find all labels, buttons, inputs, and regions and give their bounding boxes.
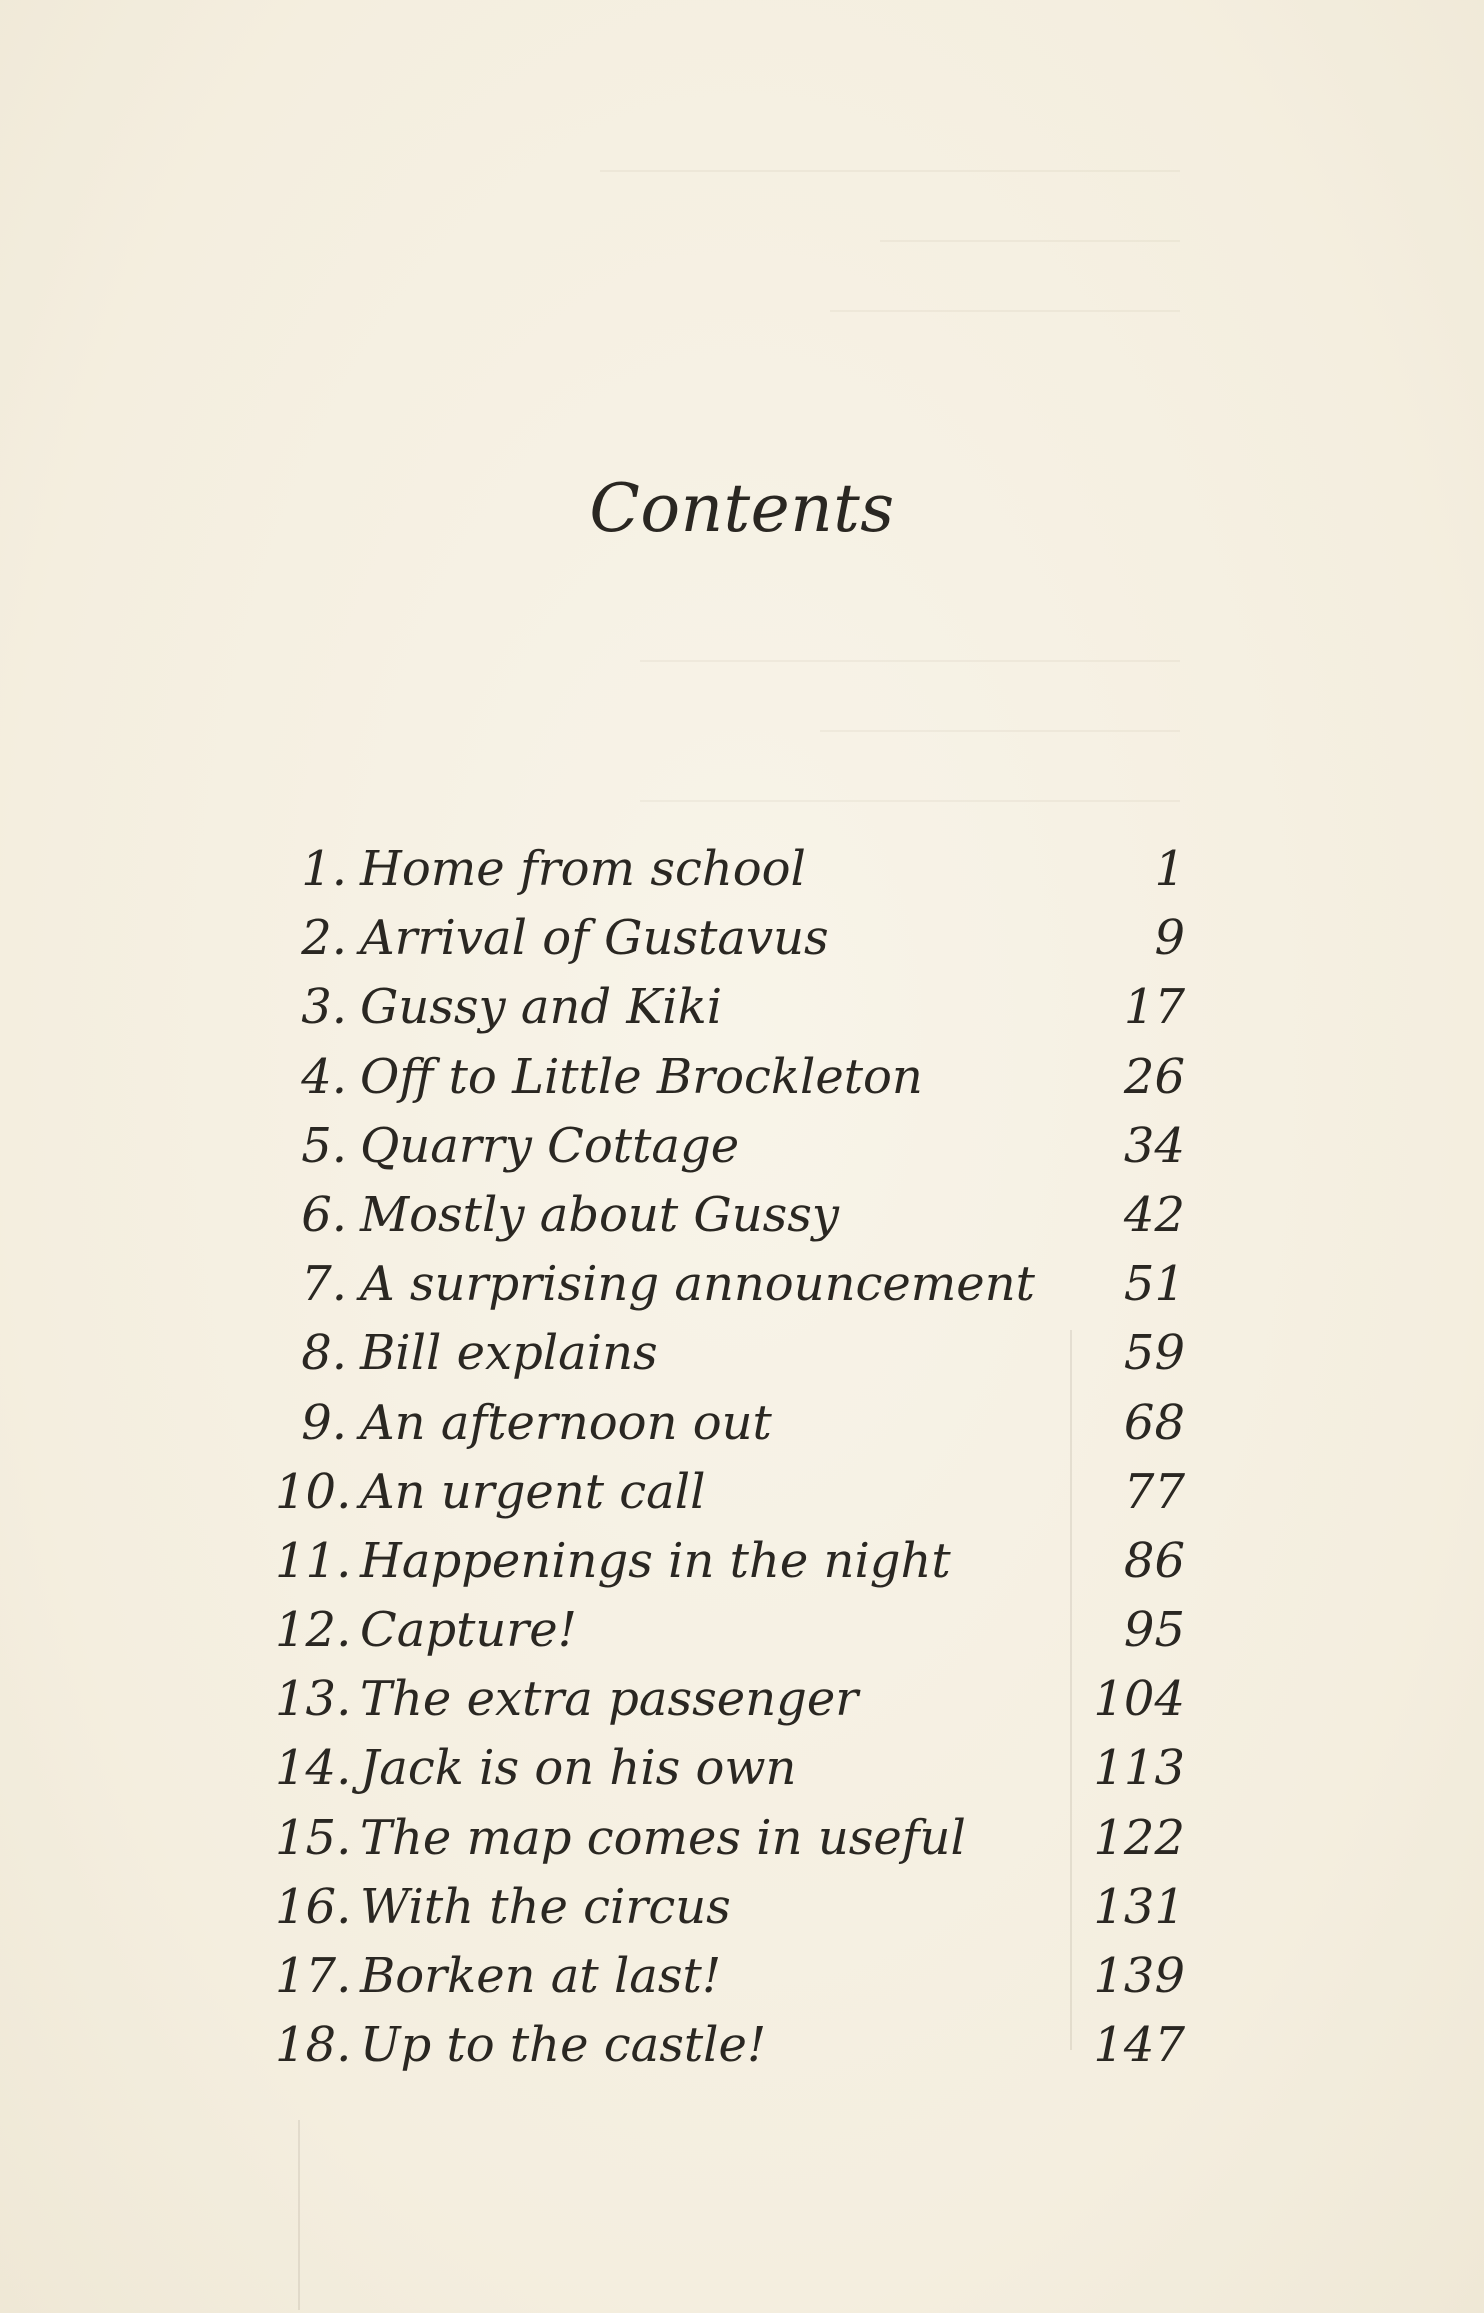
page-number: 122 [1093, 1809, 1185, 1866]
chapter-title: With the circus [360, 1878, 731, 1935]
toc-entry [275, 1043, 1195, 1112]
chapter-title: Happenings in the night [360, 1532, 951, 1589]
page-number: 17 [1123, 979, 1185, 1036]
page-number: 86 [1123, 1532, 1185, 1589]
page-number: 77 [1123, 1463, 1185, 1520]
chapter-title: A surprising announcement [360, 1256, 1035, 1313]
chapter-number: 15. [275, 1809, 352, 1866]
toc-entry [275, 1319, 1195, 1388]
chapter-title: Borken at last! [360, 1948, 722, 2004]
chapter-title: The map comes in useful [360, 1809, 966, 1866]
chapter-title: Bill explains [360, 1325, 658, 1382]
page-number: 26 [1123, 1048, 1185, 1105]
chapter-number: 10. [275, 1463, 352, 1520]
contents-heading: Contents [589, 470, 895, 547]
show-through-line [640, 660, 1180, 662]
chapter-title: Quarry Cottage [360, 1117, 740, 1174]
chapter-number: 1. [301, 841, 347, 897]
page-number: 59 [1123, 1325, 1185, 1382]
chapter-title: Home from school [360, 841, 806, 897]
chapter-number: 3. [301, 979, 347, 1036]
toc-entry [275, 1665, 1195, 1734]
chapter-number: 13. [275, 1671, 352, 1728]
chapter-title: Gussy and Kiki [360, 979, 723, 1036]
chapter-number: 17. [275, 1948, 352, 2004]
toc-entry [275, 2011, 1195, 2080]
toc-entry [275, 1458, 1195, 1527]
chapter-title: Jack is on his own [360, 1740, 797, 1797]
chapter-number: 6. [301, 1186, 347, 1243]
chapter-number: 12. [275, 1602, 352, 1659]
show-through-line [820, 730, 1180, 732]
page-number: 9 [1154, 910, 1185, 967]
table-of-contents [275, 835, 1195, 2080]
toc-entry [275, 835, 1195, 904]
chapter-number: 16. [275, 1878, 352, 1935]
chapter-number: 4. [301, 1048, 347, 1105]
page-number: 147 [1093, 2017, 1185, 2074]
page-number: 139 [1093, 1948, 1185, 2004]
toc-entry [275, 1389, 1195, 1458]
chapter-title: Arrival of Gustavus [360, 910, 829, 967]
toc-entry [275, 973, 1195, 1042]
page-number: 68 [1123, 1394, 1185, 1451]
chapter-number: 8. [301, 1325, 347, 1382]
chapter-number: 18. [275, 2017, 352, 2074]
page-number: 113 [1093, 1740, 1185, 1797]
page-number: 131 [1093, 1878, 1185, 1935]
chapter-title: An afternoon out [360, 1394, 772, 1451]
chapter-title: Capture! [360, 1602, 577, 1659]
chapter-title: The extra passenger [360, 1671, 859, 1728]
page-crease [298, 2120, 300, 2310]
page-number: 1 [1154, 841, 1185, 897]
toc-entry [275, 1112, 1195, 1181]
page-number: 95 [1123, 1602, 1185, 1659]
chapter-number: 11. [275, 1532, 352, 1589]
toc-entry [275, 904, 1195, 973]
show-through-line [830, 310, 1180, 312]
toc-entry [275, 1250, 1195, 1319]
chapter-title: Off to Little Brockleton [360, 1048, 923, 1105]
chapter-title: Mostly about Gussy [360, 1186, 840, 1243]
page-number: 34 [1123, 1117, 1185, 1174]
page-number: 104 [1093, 1671, 1185, 1728]
chapter-title: Up to the castle! [360, 2017, 767, 2074]
chapter-number: 14. [275, 1740, 352, 1797]
chapter-title: An urgent call [360, 1463, 706, 1520]
toc-entry [275, 1734, 1195, 1803]
show-through-line [640, 800, 1180, 802]
page-number: 51 [1123, 1256, 1185, 1313]
toc-entry [275, 1873, 1195, 1942]
chapter-number: 9. [301, 1394, 347, 1451]
toc-entry [275, 1596, 1195, 1665]
toc-entry [275, 1181, 1195, 1250]
page-number: 42 [1123, 1186, 1185, 1243]
toc-entry [275, 1804, 1195, 1873]
show-through-line [880, 240, 1180, 242]
show-through-line [600, 170, 1180, 172]
toc-entry [275, 1527, 1195, 1596]
toc-entry [275, 1942, 1195, 2011]
chapter-number: 7. [301, 1256, 347, 1313]
chapter-number: 2. [301, 910, 347, 967]
chapter-number: 5. [301, 1117, 347, 1174]
